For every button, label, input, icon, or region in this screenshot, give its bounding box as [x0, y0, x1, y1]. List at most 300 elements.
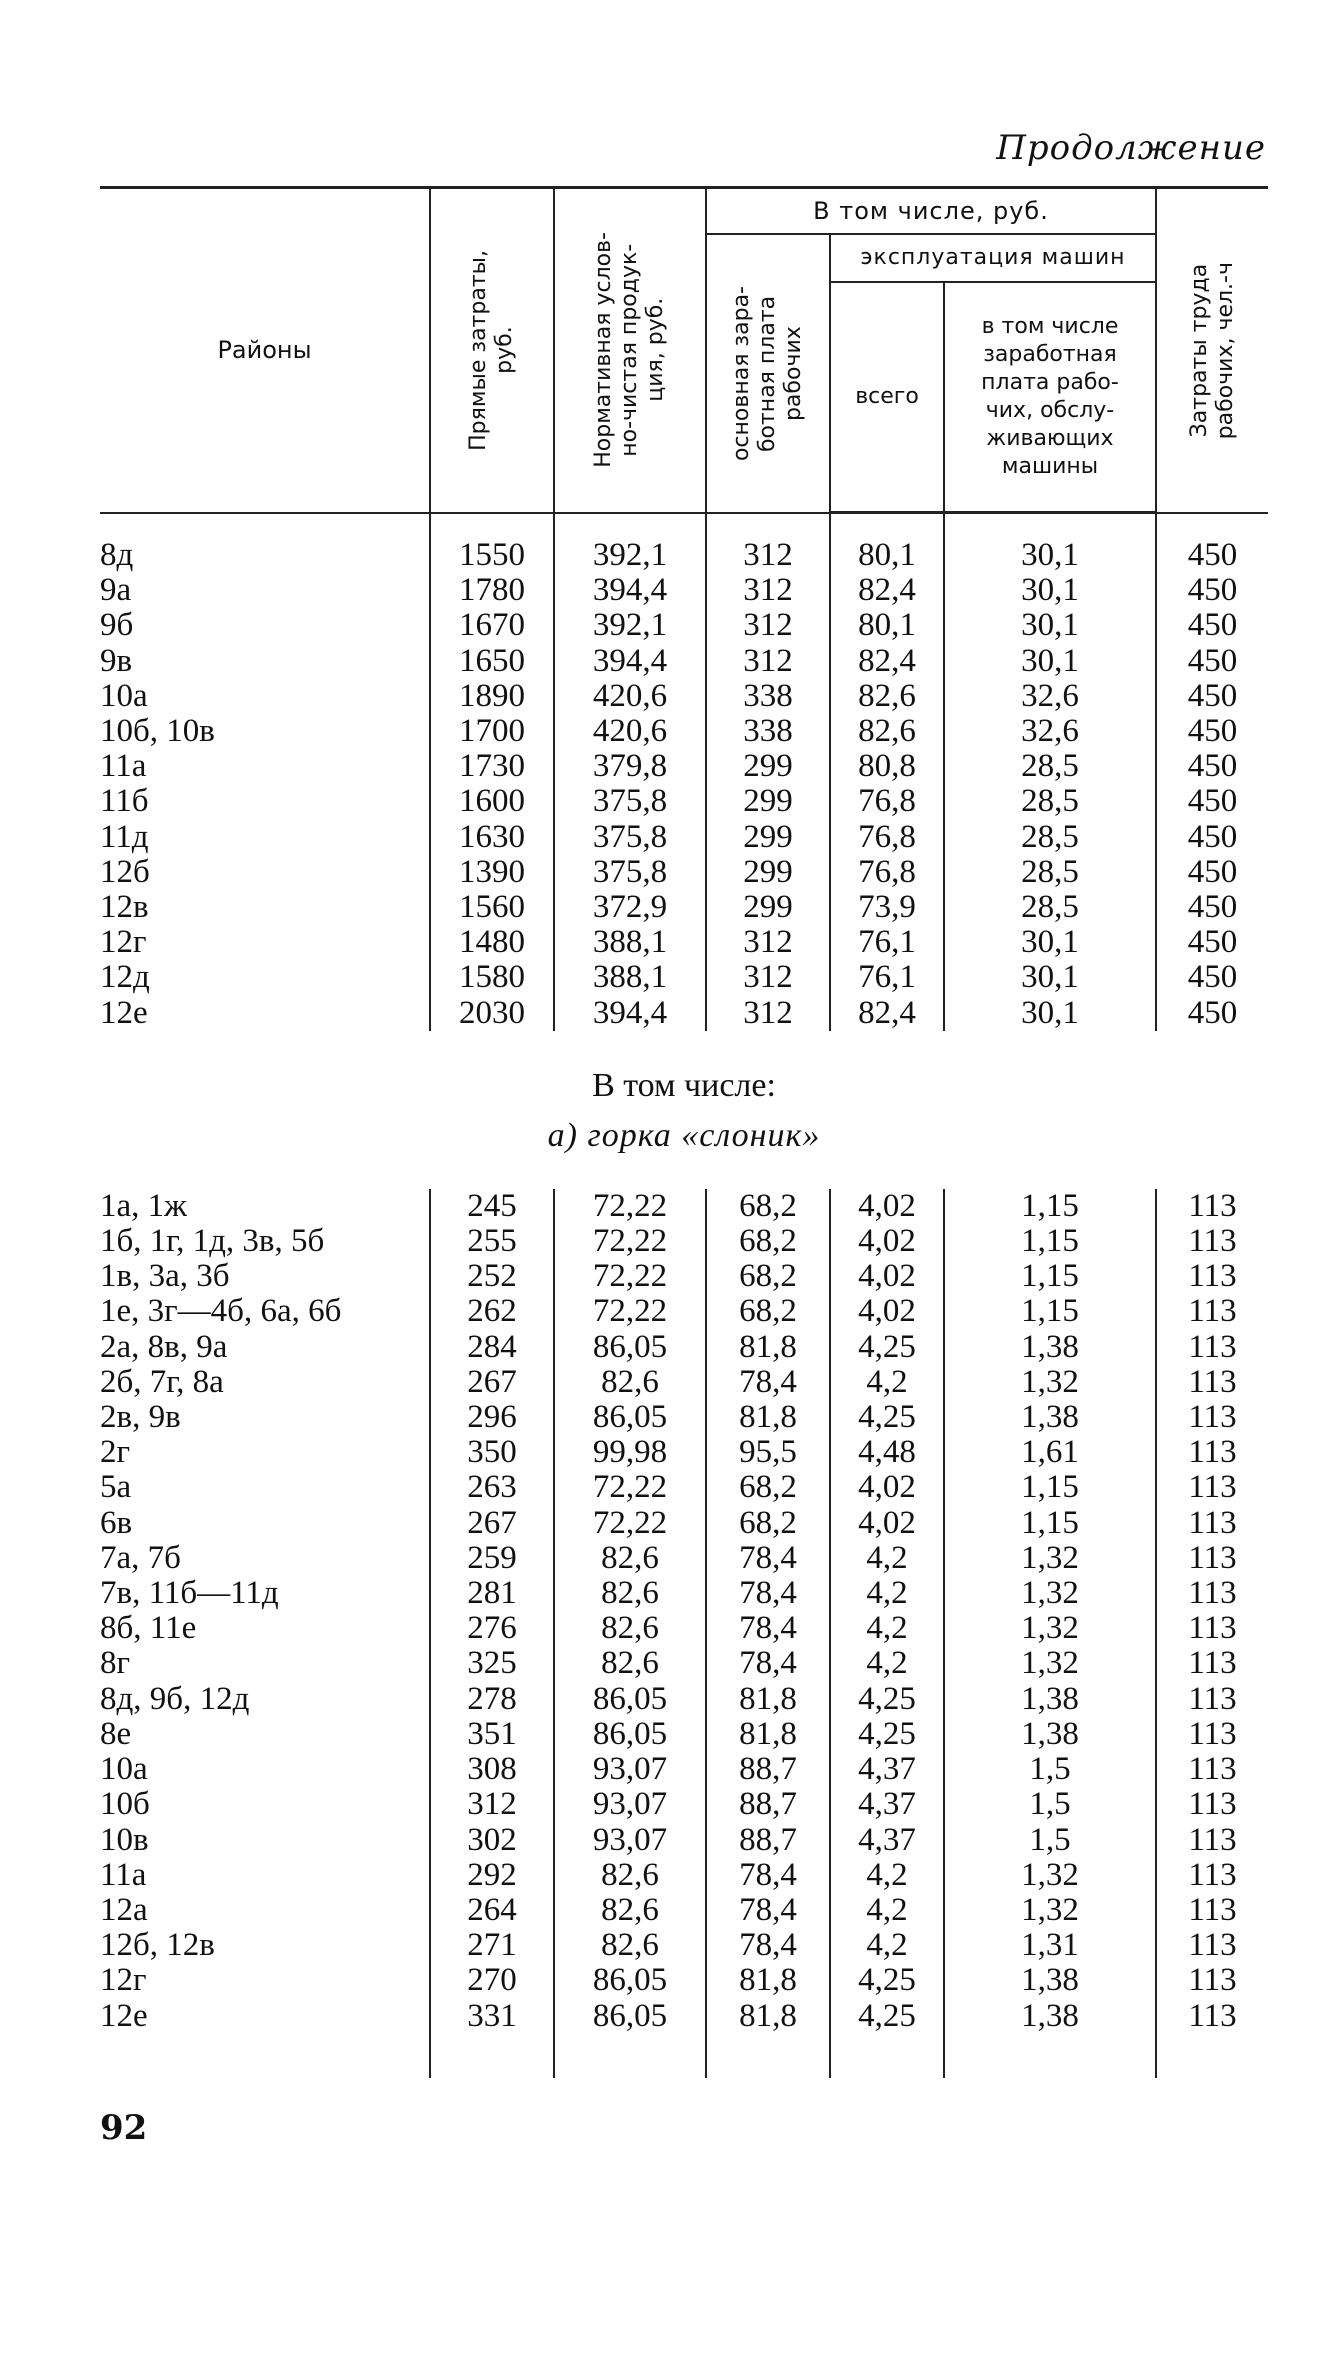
cell-direct-costs: 1480 [430, 925, 554, 960]
cell-normative-output: 99,98 [554, 1435, 706, 1470]
cell-district: 1б, 1г, 1д, 3в, 5б [100, 1223, 325, 1260]
cell-base-wage: 78,4 [706, 1611, 830, 1646]
cell-machine-wage: 1,32 [944, 1541, 1156, 1576]
cell-labor-costs: 113 [1156, 1541, 1268, 1576]
cell-machine-total: 80,1 [830, 608, 944, 643]
header-districts: Районы [100, 188, 430, 513]
cell-base-wage: 299 [706, 749, 830, 784]
table-row [100, 1787, 1268, 1822]
cell-normative-output: 82,6 [554, 1541, 706, 1576]
table-row [100, 1189, 1268, 1224]
cell-machine-wage: 1,31 [944, 1928, 1156, 1963]
table-row [100, 1259, 1268, 1294]
cell-direct-costs: 1390 [430, 855, 554, 890]
cell-district: 12б, 12в [100, 1927, 215, 1964]
cell-machine-wage: 1,5 [944, 1787, 1156, 1822]
cell-direct-costs: 325 [430, 1646, 554, 1681]
cell-base-wage: 78,4 [706, 1893, 830, 1928]
table-row [100, 644, 1268, 679]
cell-normative-output: 82,6 [554, 1611, 706, 1646]
cell-machine-wage: 30,1 [944, 925, 1156, 960]
cell-machine-wage: 1,38 [944, 1682, 1156, 1717]
cell-normative-output: 388,1 [554, 960, 706, 995]
cell-normative-output: 86,05 [554, 1717, 706, 1752]
cell-district: 9б [100, 607, 134, 644]
cell-district: 1а, 1ж [100, 1187, 187, 1224]
cell-machine-wage: 1,32 [944, 1365, 1156, 1400]
cell-normative-output: 86,05 [554, 1682, 706, 1717]
cell-normative-output: 86,05 [554, 1963, 706, 1998]
cell-labor-costs: 113 [1156, 1787, 1268, 1822]
cell-machine-total: 4,25 [830, 1999, 944, 2034]
cell-direct-costs: 1550 [430, 538, 554, 573]
cell-machine-wage: 1,32 [944, 1611, 1156, 1646]
cost-table [100, 186, 1268, 2078]
cell-normative-output: 379,8 [554, 749, 706, 784]
cell-labor-costs: 113 [1156, 1189, 1268, 1224]
cell-labor-costs: 113 [1156, 1365, 1268, 1400]
cell-machine-total: 76,8 [830, 820, 944, 855]
cell-normative-output: 394,4 [554, 644, 706, 679]
cell-direct-costs: 1730 [430, 749, 554, 784]
table-row [100, 890, 1268, 925]
cell-machine-total: 4,2 [830, 1646, 944, 1681]
cell-direct-costs: 331 [430, 1999, 554, 2034]
cell-district: 9в [100, 642, 133, 679]
cell-direct-costs: 1670 [430, 608, 554, 643]
cell-normative-output: 93,07 [554, 1823, 706, 1858]
table-row [100, 996, 1268, 1031]
cell-normative-output: 394,4 [554, 573, 706, 608]
cell-labor-costs: 450 [1156, 820, 1268, 855]
cell-direct-costs: 2030 [430, 996, 554, 1031]
cell-machine-total: 4,25 [830, 1330, 944, 1365]
header-machine-wage [944, 282, 1156, 513]
cell-machine-total: 82,6 [830, 714, 944, 749]
cell-district: 8е [100, 1715, 132, 1752]
cell-direct-costs: 278 [430, 1682, 554, 1717]
table-row [100, 1541, 1268, 1576]
cell-machine-wage: 30,1 [944, 608, 1156, 643]
cell-machine-wage: 28,5 [944, 749, 1156, 784]
cell-district: 10в [100, 1821, 149, 1858]
cell-machine-wage: 1,5 [944, 1752, 1156, 1787]
cell-machine-wage: 30,1 [944, 644, 1156, 679]
cell-base-wage: 68,2 [706, 1294, 830, 1329]
cell-machine-total: 4,02 [830, 1294, 944, 1329]
cell-base-wage: 312 [706, 644, 830, 679]
cell-labor-costs: 113 [1156, 1330, 1268, 1365]
cell-machine-wage: 32,6 [944, 714, 1156, 749]
cell-machine-wage: 32,6 [944, 679, 1156, 714]
cell-normative-output: 72,22 [554, 1259, 706, 1294]
cell-normative-output: 86,05 [554, 1330, 706, 1365]
cell-normative-output: 375,8 [554, 820, 706, 855]
cell-labor-costs: 450 [1156, 784, 1268, 819]
cell-machine-total: 80,8 [830, 749, 944, 784]
cell-direct-costs: 281 [430, 1576, 554, 1611]
cell-direct-costs: 284 [430, 1330, 554, 1365]
cell-labor-costs: 450 [1156, 679, 1268, 714]
cell-labor-costs: 450 [1156, 538, 1268, 573]
cell-machine-total: 4,25 [830, 1400, 944, 1435]
cell-machine-total: 4,02 [830, 1506, 944, 1541]
cell-labor-costs: 450 [1156, 855, 1268, 890]
cell-normative-output: 72,22 [554, 1224, 706, 1259]
table-row [100, 1330, 1268, 1365]
page-number: 92 [100, 2108, 148, 2148]
cell-district: 10а [100, 1751, 148, 1788]
cell-district: 12в [100, 889, 149, 926]
header-machine-operation: эксплуатация машин [830, 234, 1156, 282]
cell-district: 12е [100, 1997, 148, 2034]
cell-base-wage: 299 [706, 784, 830, 819]
cell-base-wage: 68,2 [706, 1224, 830, 1259]
cell-machine-wage: 1,32 [944, 1893, 1156, 1928]
cell-machine-wage: 1,15 [944, 1189, 1156, 1224]
cell-machine-total: 4,02 [830, 1224, 944, 1259]
cell-district: 8б, 11е [100, 1610, 197, 1647]
cell-base-wage: 68,2 [706, 1259, 830, 1294]
table-row [100, 1576, 1268, 1611]
table-row [100, 1717, 1268, 1752]
cell-machine-total: 4,2 [830, 1893, 944, 1928]
table-row [100, 1999, 1268, 2034]
cell-base-wage: 88,7 [706, 1787, 830, 1822]
cell-machine-wage: 30,1 [944, 960, 1156, 995]
cell-labor-costs: 113 [1156, 1752, 1268, 1787]
cell-machine-total: 4,25 [830, 1682, 944, 1717]
table-row [100, 1294, 1268, 1329]
cell-base-wage: 312 [706, 573, 830, 608]
table-row [100, 925, 1268, 960]
table-row [100, 573, 1268, 608]
cell-machine-wage: 30,1 [944, 573, 1156, 608]
cell-normative-output: 420,6 [554, 714, 706, 749]
cell-district: 8д, 9б, 12д [100, 1680, 250, 1717]
cell-normative-output: 375,8 [554, 784, 706, 819]
cell-direct-costs: 1560 [430, 890, 554, 925]
cell-direct-costs: 296 [430, 1400, 554, 1435]
cell-labor-costs: 113 [1156, 1506, 1268, 1541]
table-row [100, 1400, 1268, 1435]
cell-district: 12б [100, 853, 150, 890]
continued-label: Продолжение [996, 128, 1266, 168]
table-row [100, 1224, 1268, 1259]
cell-base-wage: 95,5 [706, 1435, 830, 1470]
cell-labor-costs: 113 [1156, 1999, 1268, 2034]
cell-base-wage: 338 [706, 714, 830, 749]
cell-direct-costs: 1600 [430, 784, 554, 819]
cell-machine-wage: 1,61 [944, 1435, 1156, 1470]
cell-direct-costs: 262 [430, 1294, 554, 1329]
cell-machine-total: 73,9 [830, 890, 944, 925]
cell-machine-total: 82,6 [830, 679, 944, 714]
table-row [100, 855, 1268, 890]
header-normative-output [554, 188, 706, 513]
cell-direct-costs: 1580 [430, 960, 554, 995]
cell-base-wage: 68,2 [706, 1189, 830, 1224]
cell-labor-costs: 113 [1156, 1963, 1268, 1998]
cell-normative-output: 388,1 [554, 925, 706, 960]
cell-machine-wage: 1,15 [944, 1224, 1156, 1259]
table-row [100, 1928, 1268, 1963]
cell-machine-wage: 1,15 [944, 1506, 1156, 1541]
cell-district: 5а [100, 1469, 132, 1506]
cell-normative-output: 93,07 [554, 1752, 706, 1787]
cell-district: 12е [100, 994, 148, 1031]
including-label: В том числе: [592, 1066, 776, 1104]
cell-normative-output: 420,6 [554, 679, 706, 714]
cell-direct-costs: 1780 [430, 573, 554, 608]
header-total: всего [830, 282, 944, 513]
cell-machine-total: 4,2 [830, 1611, 944, 1646]
cell-base-wage: 312 [706, 538, 830, 573]
cell-district: 8г [100, 1645, 131, 1682]
cell-labor-costs: 450 [1156, 714, 1268, 749]
cell-base-wage: 88,7 [706, 1752, 830, 1787]
cell-normative-output: 72,22 [554, 1294, 706, 1329]
cell-labor-costs: 450 [1156, 644, 1268, 679]
table-row [100, 538, 1268, 573]
cell-normative-output: 394,4 [554, 996, 706, 1031]
cell-labor-costs: 113 [1156, 1928, 1268, 1963]
cell-machine-total: 76,8 [830, 855, 944, 890]
cell-base-wage: 68,2 [706, 1506, 830, 1541]
cell-labor-costs: 113 [1156, 1646, 1268, 1681]
cell-direct-costs: 1890 [430, 679, 554, 714]
cell-machine-wage: 1,15 [944, 1259, 1156, 1294]
cell-labor-costs: 113 [1156, 1259, 1268, 1294]
cell-district: 2б, 7г, 8а [100, 1363, 224, 1400]
table-row [100, 1435, 1268, 1470]
cell-direct-costs: 1700 [430, 714, 554, 749]
cell-district: 6в [100, 1504, 133, 1541]
cell-labor-costs: 450 [1156, 890, 1268, 925]
table-row [100, 1470, 1268, 1505]
cell-labor-costs: 113 [1156, 1576, 1268, 1611]
cell-labor-costs: 450 [1156, 996, 1268, 1031]
cell-base-wage: 78,4 [706, 1646, 830, 1681]
cell-labor-costs: 113 [1156, 1893, 1268, 1928]
cell-machine-wage: 1,32 [944, 1858, 1156, 1893]
cell-labor-costs: 113 [1156, 1294, 1268, 1329]
cell-direct-costs: 350 [430, 1435, 554, 1470]
cell-machine-total: 4,25 [830, 1963, 944, 1998]
cell-district: 12д [100, 959, 150, 996]
cell-labor-costs: 450 [1156, 573, 1268, 608]
cell-direct-costs: 259 [430, 1541, 554, 1576]
table-row [100, 1646, 1268, 1681]
cell-district: 7в, 11б—11д [100, 1575, 279, 1612]
cell-labor-costs: 113 [1156, 1823, 1268, 1858]
subsection-captions [100, 1031, 1268, 1189]
cell-machine-total: 82,4 [830, 573, 944, 608]
cell-machine-total: 80,1 [830, 538, 944, 573]
cell-labor-costs: 113 [1156, 1470, 1268, 1505]
cell-base-wage: 78,4 [706, 1541, 830, 1576]
cell-normative-output: 392,1 [554, 538, 706, 573]
cell-labor-costs: 450 [1156, 960, 1268, 995]
cell-base-wage: 81,8 [706, 1400, 830, 1435]
cell-direct-costs: 351 [430, 1717, 554, 1752]
cell-machine-total: 4,02 [830, 1189, 944, 1224]
cell-base-wage: 78,4 [706, 1928, 830, 1963]
table-row [100, 1963, 1268, 1998]
cell-machine-wage: 28,5 [944, 784, 1156, 819]
cell-base-wage: 78,4 [706, 1576, 830, 1611]
cell-machine-total: 4,2 [830, 1576, 944, 1611]
table-row [100, 1611, 1268, 1646]
cell-machine-total: 4,25 [830, 1717, 944, 1752]
cell-machine-wage: 1,15 [944, 1470, 1156, 1505]
table-row [100, 784, 1268, 819]
cell-district: 11а [100, 1856, 147, 1893]
cell-direct-costs: 270 [430, 1963, 554, 1998]
cell-district: 10а [100, 677, 148, 714]
cell-machine-wage: 1,38 [944, 1717, 1156, 1752]
cell-direct-costs: 1630 [430, 820, 554, 855]
cell-normative-output: 86,05 [554, 1400, 706, 1435]
table-row [100, 820, 1268, 855]
table-row [100, 1823, 1268, 1858]
cell-direct-costs: 252 [430, 1259, 554, 1294]
cell-base-wage: 81,8 [706, 1999, 830, 2034]
table-row [100, 1506, 1268, 1541]
cell-direct-costs: 271 [430, 1928, 554, 1963]
cell-labor-costs: 450 [1156, 749, 1268, 784]
cell-district: 10б [100, 1786, 150, 1823]
cell-normative-output: 72,22 [554, 1470, 706, 1505]
cell-machine-wage: 28,5 [944, 855, 1156, 890]
cell-machine-wage: 1,32 [944, 1576, 1156, 1611]
cell-base-wage: 68,2 [706, 1470, 830, 1505]
cell-district: 12г [100, 924, 147, 961]
cell-base-wage: 312 [706, 925, 830, 960]
header-direct-costs [430, 188, 554, 513]
cell-district: 10б, 10в [100, 713, 215, 750]
cell-machine-total: 82,4 [830, 996, 944, 1031]
cell-machine-total: 4,2 [830, 1858, 944, 1893]
table-row [100, 1893, 1268, 1928]
cell-normative-output: 82,6 [554, 1365, 706, 1400]
cell-labor-costs: 113 [1156, 1435, 1268, 1470]
cell-direct-costs: 308 [430, 1752, 554, 1787]
cell-machine-wage: 1,38 [944, 1330, 1156, 1365]
cell-direct-costs: 255 [430, 1224, 554, 1259]
cell-machine-total: 4,2 [830, 1365, 944, 1400]
cell-machine-total: 4,37 [830, 1752, 944, 1787]
cell-district: 2а, 8в, 9а [100, 1328, 228, 1365]
table-body-main [100, 513, 1268, 1031]
cell-machine-wage: 1,5 [944, 1823, 1156, 1858]
header-normative-output-label: Нормативная услов- но-чистая продук- ция, руб. [591, 232, 668, 469]
cell-direct-costs: 267 [430, 1365, 554, 1400]
cell-machine-wage: 1,32 [944, 1646, 1156, 1681]
cell-labor-costs: 113 [1156, 1611, 1268, 1646]
cell-direct-costs: 302 [430, 1823, 554, 1858]
header-direct-costs-label: Прямые затраты, руб. [466, 249, 517, 451]
subsection-title: а) горка «слоник» [547, 1116, 821, 1154]
cell-machine-total: 76,1 [830, 925, 944, 960]
header-labor-costs-label: Затраты труда рабочих, чел.-ч [1186, 261, 1238, 439]
cell-direct-costs: 267 [430, 1506, 554, 1541]
cell-base-wage: 312 [706, 996, 830, 1031]
cell-machine-wage: 1,38 [944, 1999, 1156, 2034]
cell-district: 1в, 3а, 3б [100, 1258, 230, 1295]
cell-direct-costs: 264 [430, 1893, 554, 1928]
cell-normative-output: 392,1 [554, 608, 706, 643]
cell-machine-wage: 30,1 [944, 996, 1156, 1031]
table-header [100, 188, 1268, 513]
cell-normative-output: 82,6 [554, 1893, 706, 1928]
table-row [100, 1365, 1268, 1400]
cell-direct-costs: 263 [430, 1470, 554, 1505]
cell-base-wage: 78,4 [706, 1858, 830, 1893]
cell-district: 2г [100, 1434, 131, 1471]
header-base-wage [706, 234, 830, 513]
cell-district: 9а [100, 572, 132, 609]
cell-machine-total: 4,48 [830, 1435, 944, 1470]
cell-direct-costs: 292 [430, 1858, 554, 1893]
cell-base-wage: 312 [706, 608, 830, 643]
cell-machine-total: 4,02 [830, 1259, 944, 1294]
cell-machine-total: 4,02 [830, 1470, 944, 1505]
cell-normative-output: 82,6 [554, 1576, 706, 1611]
cell-machine-total: 4,2 [830, 1541, 944, 1576]
cell-normative-output: 93,07 [554, 1787, 706, 1822]
cell-direct-costs: 312 [430, 1787, 554, 1822]
header-machine-wage-label: в том числе заработная плата рабо- чих, обслу- живающих машины [981, 314, 1119, 479]
cell-base-wage: 299 [706, 855, 830, 890]
cell-machine-wage: 28,5 [944, 820, 1156, 855]
cell-base-wage: 81,8 [706, 1963, 830, 1998]
table-row [100, 1752, 1268, 1787]
cell-machine-wage: 1,38 [944, 1400, 1156, 1435]
cell-machine-wage: 28,5 [944, 890, 1156, 925]
cell-normative-output: 86,05 [554, 1999, 706, 2034]
cell-machine-total: 4,2 [830, 1928, 944, 1963]
cell-district: 2в, 9в [100, 1399, 181, 1436]
cell-normative-output: 82,6 [554, 1858, 706, 1893]
header-labor-costs [1156, 188, 1268, 513]
cell-base-wage: 81,8 [706, 1682, 830, 1717]
cell-labor-costs: 113 [1156, 1717, 1268, 1752]
cell-labor-costs: 450 [1156, 925, 1268, 960]
cell-machine-total: 82,4 [830, 644, 944, 679]
header-base-wage-label: основная зара- ботная плата рабочих [729, 285, 806, 461]
cell-machine-wage: 1,15 [944, 1294, 1156, 1329]
header-including-rub: В том числе, руб. [706, 188, 1156, 235]
table-row [100, 608, 1268, 643]
cell-district: 7а, 7б [100, 1539, 181, 1576]
table-row [100, 714, 1268, 749]
table-row [100, 960, 1268, 995]
cell-base-wage: 312 [706, 960, 830, 995]
cell-district: 8д [100, 537, 134, 573]
cell-base-wage: 299 [706, 890, 830, 925]
cell-normative-output: 82,6 [554, 1646, 706, 1681]
cell-base-wage: 78,4 [706, 1365, 830, 1400]
cell-labor-costs: 113 [1156, 1682, 1268, 1717]
cell-district: 1е, 3г—4б, 6а, 6б [100, 1293, 342, 1330]
cell-machine-total: 4,37 [830, 1823, 944, 1858]
cell-machine-wage: 30,1 [944, 538, 1156, 573]
cell-labor-costs: 113 [1156, 1858, 1268, 1893]
cell-machine-total: 4,37 [830, 1787, 944, 1822]
cell-machine-total: 76,1 [830, 960, 944, 995]
table-row [100, 1682, 1268, 1717]
